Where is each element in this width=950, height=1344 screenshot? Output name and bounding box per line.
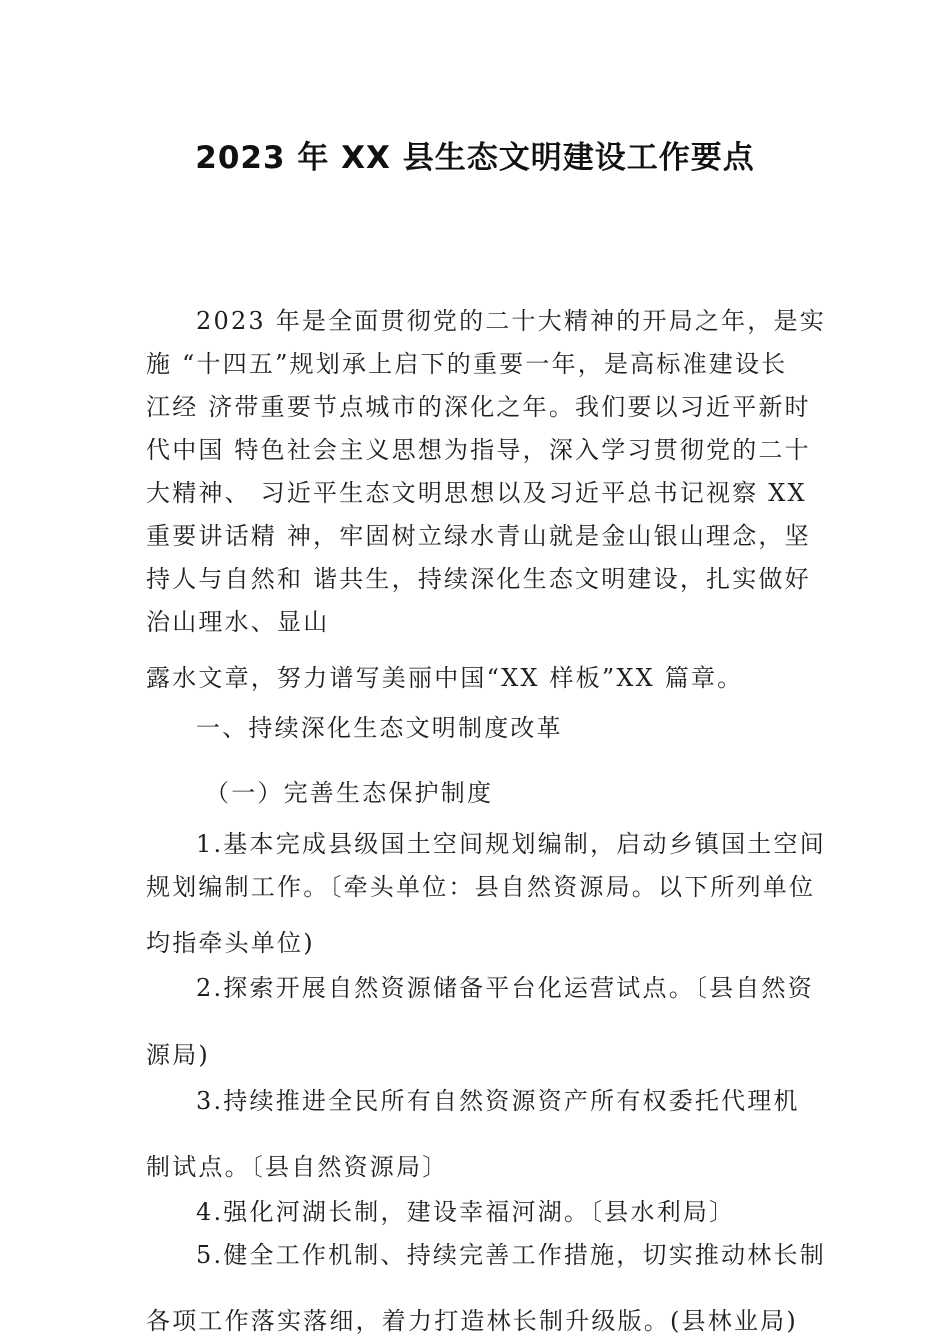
paragraph-line: 代中国 特色社会主义思想为指导，深入学习贯彻党的二十 — [146, 436, 811, 464]
paragraph-line: 治山理水、显山 — [146, 608, 330, 636]
list-item-line: 1.基本完成县级国土空间规划编制，启动乡镇国土空间 — [196, 830, 826, 858]
list-item-line: 5.健全工作机制、持续完善工作措施，切实推动林长制 — [196, 1241, 826, 1269]
paragraph-line: 施 “十四五”规划承上启下的重要一年，是高标准建设长 — [146, 350, 788, 378]
subsection-heading: （一）完善生态保护制度 — [205, 779, 494, 807]
list-item-line: 源局) — [146, 1041, 210, 1069]
list-item-line: 规划编制工作。〔牵头单位：县自然资源局。以下所列单位 — [146, 873, 816, 901]
list-item-line: 制试点。〔县自然资源局〕 — [146, 1153, 449, 1181]
paragraph-line: 露水文章，努力谱写美丽中国“XX 样板”XX 篇章。 — [146, 664, 744, 692]
paragraph-line: 大精神、 习近平生态文明思想以及习近平总书记视察 XX — [146, 479, 807, 507]
list-item-line: 各项工作落实落细，着力打造林长制升级版。(县林业局) — [146, 1307, 798, 1335]
paragraph-line: 江经 济带重要节点城市的深化之年。我们要以习近平新时 — [146, 393, 811, 421]
list-item-line: 均指牵头单位) — [146, 929, 315, 957]
section-heading: 一、持续深化生态文明制度改革 — [196, 714, 563, 742]
list-item-line: 2.探索开展自然资源储备平台化运营试点。〔县自然资 — [196, 974, 814, 1002]
paragraph-line: 2023 年是全面贯彻党的二十大精神的开局之年，是实 — [196, 307, 826, 335]
paragraph-line: 重要讲话精 神，牢固树立绿水青山就是金山银山理念，坚 — [146, 522, 811, 550]
paragraph-line: 持人与自然和 谐共生，持续深化生态文明建设，扎实做好 — [146, 565, 811, 593]
list-item-line: 4.强化河湖长制，建设幸福河湖。〔县水利局〕 — [196, 1198, 736, 1226]
list-item-line: 3.持续推进全民所有自然资源资产所有权委托代理机 — [196, 1087, 800, 1115]
page-title: 2023 年 XX 县生态文明建设工作要点 — [195, 140, 755, 176]
